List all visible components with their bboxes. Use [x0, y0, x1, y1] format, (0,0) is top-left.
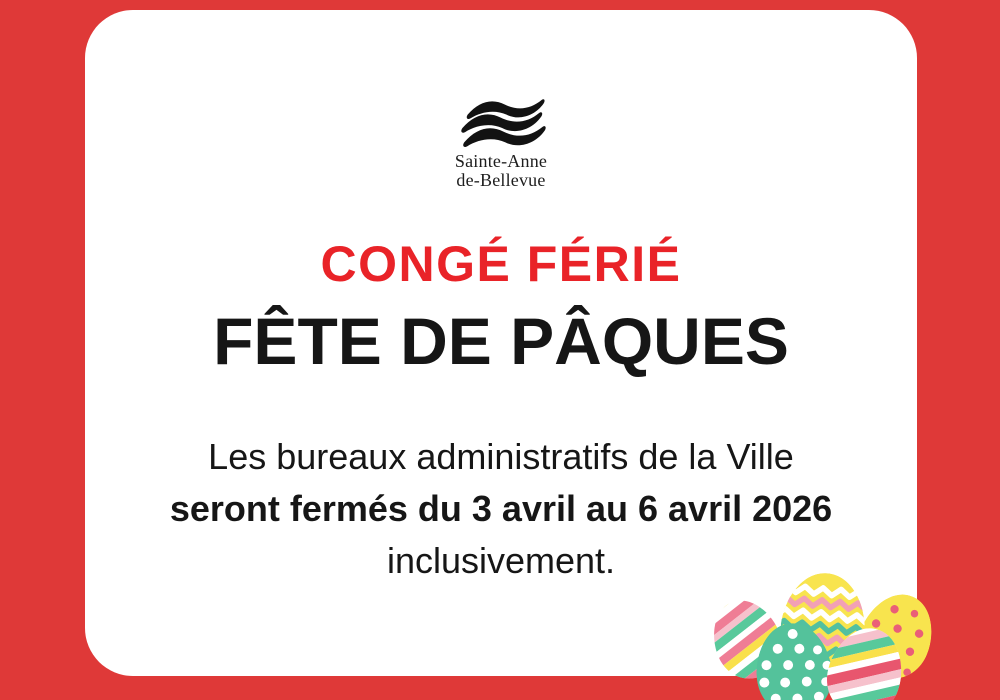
- notice-line-3: inclusivement.: [386, 540, 616, 581]
- logo-wordmark: [85, 152, 917, 190]
- notice-line-1: Les bureaux administratifs de la Ville: [208, 436, 794, 477]
- waves-icon: [453, 98, 549, 148]
- holiday-subtitle: FÊTE DE PÂQUES: [213, 304, 789, 378]
- logo-line-2: de-Bellevue: [456, 170, 546, 190]
- city-logo: [85, 98, 917, 190]
- notice-line-2: seront fermés du 3 avril au 6 avril 2026: [169, 488, 833, 529]
- easter-eggs-illustration: [703, 556, 965, 700]
- holiday-title: CONGÉ FÉRIÉ: [320, 236, 682, 292]
- logo-line-1: Sainte-Anne: [454, 151, 548, 171]
